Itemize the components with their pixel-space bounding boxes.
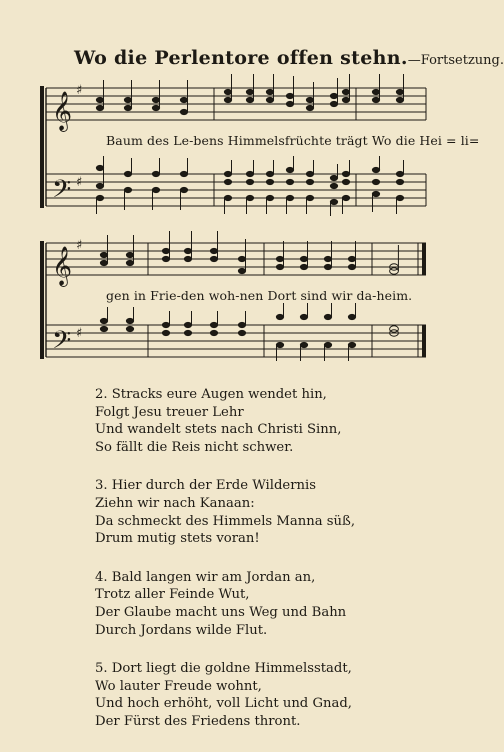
verse-line: Da schmeckt des Himmels Manna süß, — [95, 513, 356, 529]
continuation-label: —Fortsetzung. — [407, 53, 504, 68]
svg-text:♯: ♯ — [76, 83, 83, 98]
verse-line: 3. Hier durch der Erde Wildernis — [95, 478, 316, 494]
hymn-title: Wo die Perlentore offen stehn. — [74, 47, 408, 69]
verse-line: Folgt Jesu treuer Lehr — [95, 404, 244, 420]
system-2-lyrics: gen in Frie-den woh-nen Dort sind wir da-heim. — [106, 288, 413, 303]
verse-line: 4. Bald langen wir am Jordan an, — [95, 569, 316, 585]
verse-line: Der Glaube macht uns Weg und Bahn — [95, 604, 347, 620]
svg-text:𝄞: 𝄞 — [52, 91, 73, 131]
svg-text:𝄢: 𝄢 — [52, 326, 72, 361]
hymn-title-line — [74, 47, 504, 69]
verse-2 — [95, 386, 445, 456]
system-1-score — [38, 78, 430, 218]
verse-block — [95, 386, 445, 752]
verse-4 — [95, 569, 445, 639]
verse-line: Trotz aller Feinde Wut, — [95, 587, 250, 603]
verse-line: Der Fürst des Friedens thront. — [95, 713, 301, 729]
svg-text:𝄞: 𝄞 — [52, 246, 73, 286]
verse-line: 5. Dort liegt die goldne Himmelsstadt, — [95, 661, 352, 677]
svg-text:♯: ♯ — [76, 175, 83, 190]
music-system-1 — [38, 78, 480, 218]
system-1-lyrics: Baum des Le-bens Himmelsfrüchte trägt Wo die Hei = li= — [106, 133, 480, 148]
verse-3 — [95, 477, 445, 547]
svg-text:♯: ♯ — [76, 238, 83, 253]
verse-line: Drum mutig stets voran! — [95, 531, 260, 547]
verse-line: Durch Jordans wilde Flut. — [95, 622, 268, 638]
verse-line: Und hoch erhöht, voll Licht und Gnad, — [95, 696, 352, 712]
verse-line: Und wandelt stets nach Christi Sinn, — [95, 422, 342, 438]
verse-line: Wo lauter Freude wohnt, — [95, 678, 262, 694]
verse-line: 2. Stracks eure Augen wendet hin, — [95, 387, 327, 402]
svg-text:𝄢: 𝄢 — [52, 175, 72, 210]
svg-text:♯: ♯ — [76, 326, 83, 341]
verse-5 — [95, 660, 445, 730]
verse-line: So fällt die Reis nicht schwer. — [95, 439, 294, 455]
verse-line: Ziehn wir nach Kanaan: — [95, 495, 255, 511]
music-system-2 — [38, 231, 430, 369]
